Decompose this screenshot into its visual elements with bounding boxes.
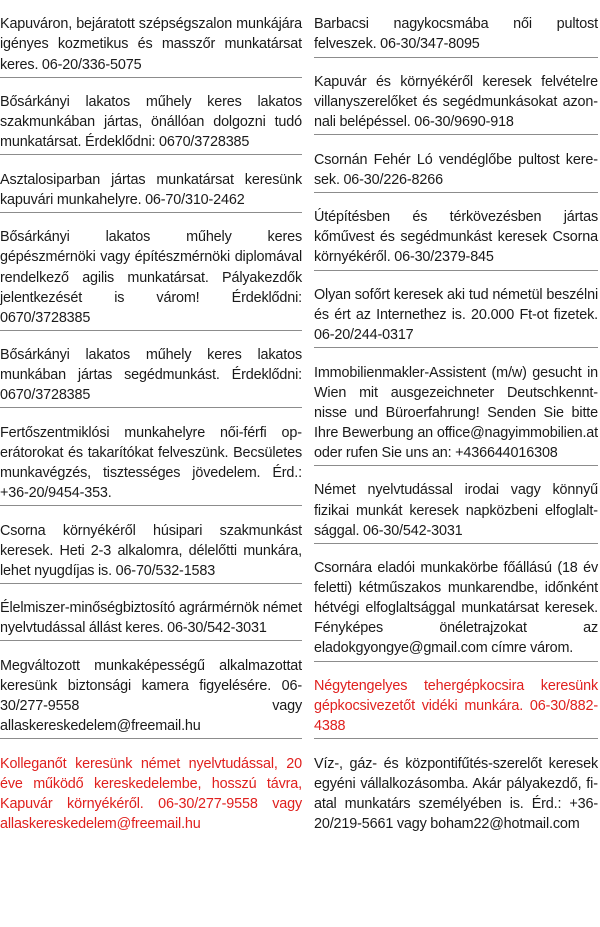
classified-ad: Víz-, gáz- és központifűtés-szerelőt keresek egyéni vállalkozásomba. Akár pályakezdő, fiatal munkatárs személyében is. Érd.: +36-20/219-5661 vagy boham22@hotmail.com (314, 755, 598, 832)
classified-ad: Fertőszentmiklósi munkahelyre női-férfi operátorokat és takarítókat felveszünk. Becsületes munkavégzés, tisztességes jövedelem. Érd.: +36-20/9454-353. (0, 423, 302, 506)
column-gutter (302, 0, 314, 927)
classified-ad: Csornára eladói munkakörbe főállású (18 év feletti) kétműszakos munkarendbe, időnként hétvégi elfoglaltsággal munkatársat keresek. Fényképes önéletrajzokat az eladokgyongye@gmail.com címre várom. (314, 558, 598, 661)
classified-ad: Immobilienmakler-Assistent (m/w) gesucht in Wien mit ausgezeichneter Deutschkenntnisse und Büroerfahrung! Senden Sie bitte Ihre Bewerbung an office@nagyimmobilien.at oder rufen Sie uns an: +436644016308 (314, 363, 598, 466)
classified-ad-highlighted: Négytengelyes tehergépkocsira keresünk gépkocsivezetőt vidéki munkára. 06-30/882-4388 (314, 676, 598, 739)
classified-ad-highlighted: Kolleganőt keresünk német nyelvtudással, 20 éve működő kereskedelembe, hosszú távra, Kapuvár környékéről. 06-30/277-9558 vagy allaskereskedelem@freemail.hu (0, 755, 302, 832)
classified-ad: Útépítésben és térkövezésben jártas kőművest és segédmunkást keresek Csorna környékéről. 06-30/2379-845 (314, 207, 598, 270)
classified-ad: Német nyelvtudással irodai vagy könnyű fizikai munkát keresek napközbeni elfoglaltsággal. 06-30/542-3031 (314, 480, 598, 543)
classified-ad: Bősárkányi lakatos műhely keres lakatos munkában jártas segédmunkást. Érdeklődni: 0670/3728385 (0, 345, 302, 408)
classified-ad: Élelmiszer-minőségbiztosító agrármérnök német nyelvtudással állást keres. 06-30/542-3031 (0, 598, 302, 641)
right-column (314, 0, 598, 927)
classified-ad: Bősárkányi lakatos műhely keres lakatos szakmunkában jártas, önállóan dolgozni tudó munkatársat. Érdeklődni: 0670/3728385 (0, 92, 302, 155)
classified-ad: Barbacsi nagykocsmába női pultost felveszek. 06-30/347-8095 (314, 14, 598, 57)
classified-ad: Asztalosiparban jártas munkatársat keresünk kapuvári munkahelyre. 06-70/310-2462 (0, 170, 302, 213)
classified-ad: Kapuvár és környékéről keresek felvételre villanyszerelőket és segédmunkásokat azonnali belépéssel. 06-30/9690-918 (314, 72, 598, 135)
classified-ad: Olyan sofőrt keresek aki tud németül beszélni és ért az Internethez is. 20.000 Ft-ot fizetek. 06-20/244-0317 (314, 285, 598, 348)
classified-ad: Megváltozott munkaképességű alkalmazottat keresünk biztonsági kamera figyelésére. 06-30/277-9558 vagy allaskereskedelem@freemail.hu (0, 656, 302, 739)
classified-ad: Csornán Fehér Ló vendéglőbe pultost keresek. 06-30/226-8266 (314, 150, 598, 193)
classified-ad: Kapuváron, bejáratott szépségszalon munkájára igényes kozmetikus és masszőr munkatársat keres. 06-20/336-5075 (0, 14, 302, 77)
classified-ad: Bősárkányi lakatos műhely keres gépészmérnöki vagy építészmérnöki diplomával rendelkező agilis munkatársat. Pályakezdők jelentkezését is várom! Érdeklődni: 0670/3728385 (0, 227, 302, 330)
classified-ad: Csorna környékéről húsipari szakmunkást keresek. Heti 2-3 alkalomra, délelőtti munkára, lehet nyugdíjas is. 06-70/532-1583 (0, 521, 302, 584)
